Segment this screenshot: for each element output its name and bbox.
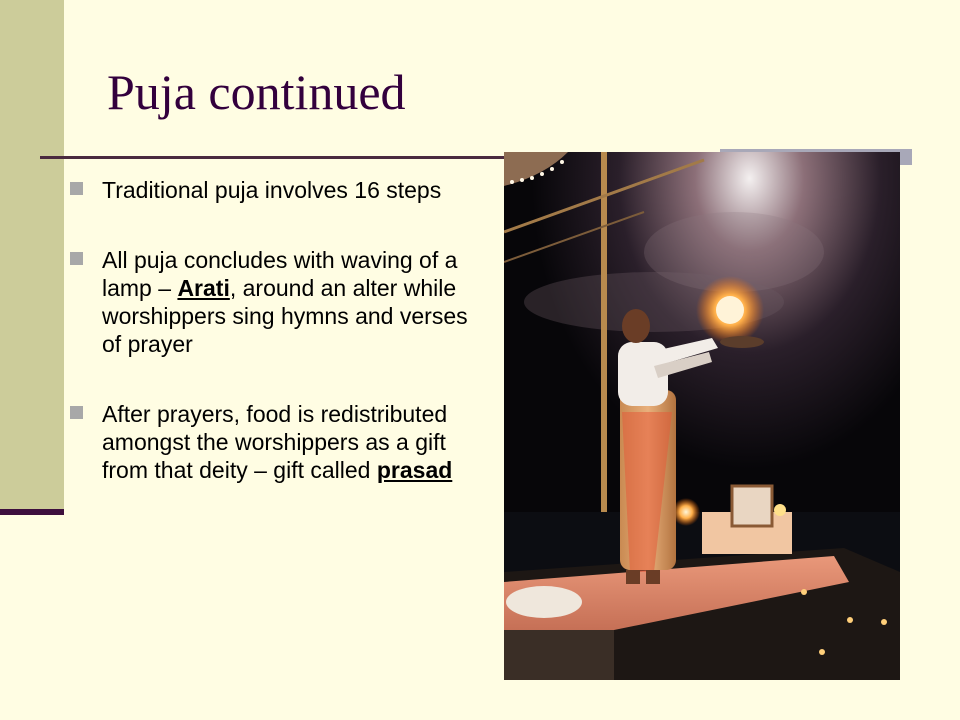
bullet-item xyxy=(70,176,470,204)
bullet-text: After prayers, food is redistributed amongst the worshippers as a gift from that deity – gift called xyxy=(102,401,448,483)
left-sidebar-band xyxy=(0,0,64,510)
term-prasad: prasad xyxy=(376,457,453,483)
bullet-text: Traditional puja involves 16 steps xyxy=(102,177,442,203)
left-sidebar-rule xyxy=(0,509,64,515)
arati-photo-illustration xyxy=(504,152,900,680)
bullet-text: All puja concludes with waving of a lamp – xyxy=(102,247,458,301)
bullet-item xyxy=(70,400,470,484)
bullet-text: , around an alter while worshippers sing hymns and verses of prayer xyxy=(102,275,468,357)
square-bullet-icon xyxy=(70,406,83,419)
bullet-item xyxy=(70,246,470,358)
square-bullet-icon xyxy=(70,252,83,265)
term-arati: Arati xyxy=(177,275,230,301)
arati-photo xyxy=(504,152,900,680)
slide-title: Puja continued xyxy=(107,64,406,120)
bullet-list xyxy=(70,176,470,526)
square-bullet-icon xyxy=(70,182,83,195)
